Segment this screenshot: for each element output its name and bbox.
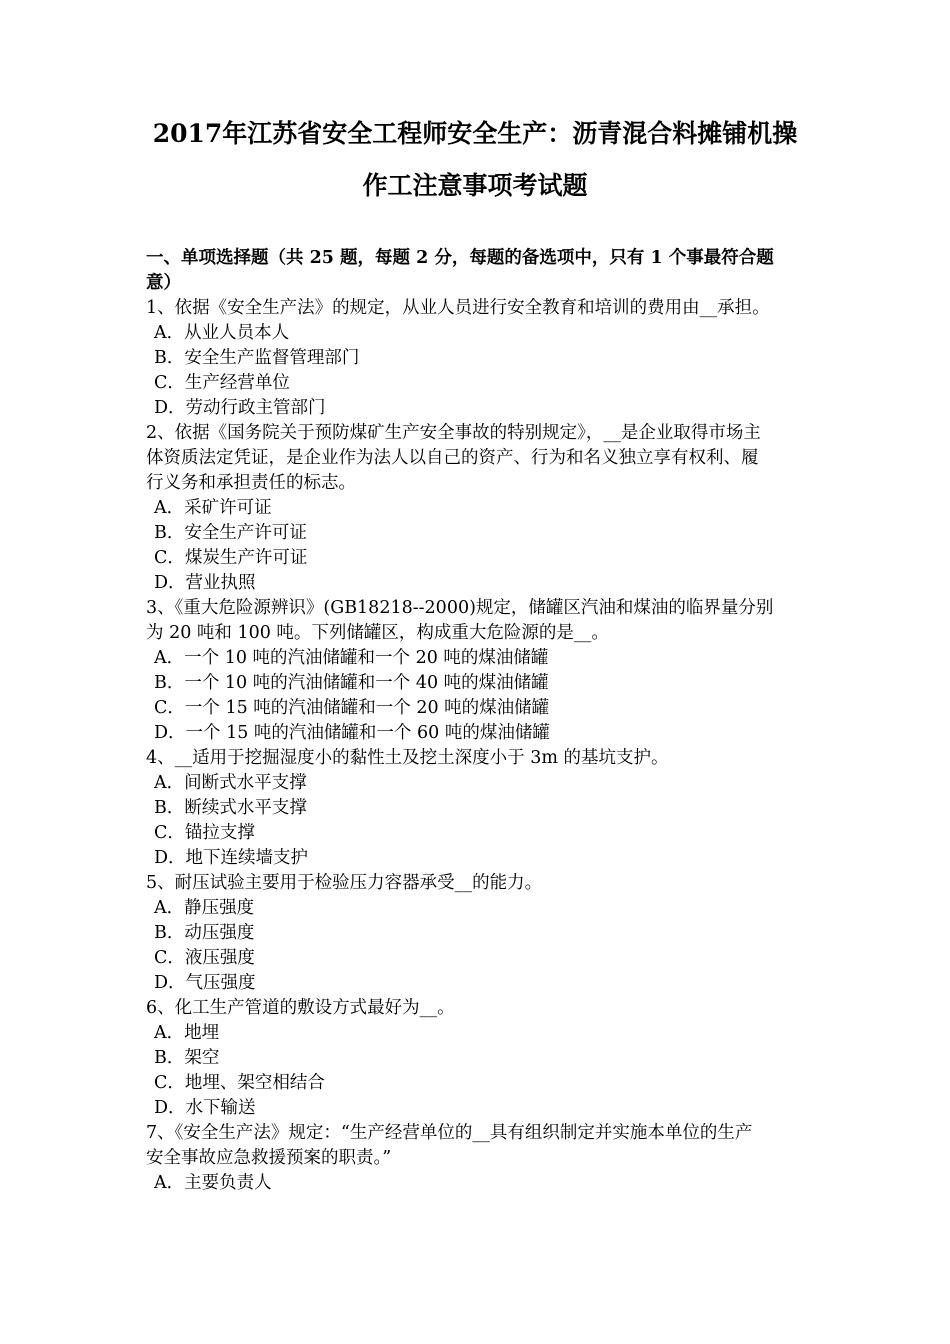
option-b: B．动压强度 <box>154 923 255 943</box>
question-2 <box>146 421 810 596</box>
option-b: B．安全生产监督管理部门 <box>154 348 360 368</box>
option-b: B．架空 <box>154 1048 220 1068</box>
option-c: C．煤炭生产许可证 <box>154 548 308 568</box>
question-6 <box>146 996 810 1121</box>
question-stem-continued: 行义务和承担责任的标志。 <box>146 473 356 493</box>
question-3 <box>146 596 810 746</box>
section-heading-continued: 意） <box>146 273 181 293</box>
document-title-line-1: 2017年江苏省安全工程师安全生产：沥青混合料摊铺机操 <box>152 119 798 148</box>
option-c: C．地埋、架空相结合 <box>154 1073 325 1093</box>
option-a: A．间断式水平支撑 <box>154 773 307 793</box>
question-7 <box>146 1121 810 1196</box>
option-b: B．断续式水平支撑 <box>154 798 307 818</box>
section-heading: 一、单项选择题（共 25 题，每题 2 分，每题的备选项中，只有 1 个事最符合题 <box>146 248 774 268</box>
question-1 <box>146 296 810 421</box>
question-stem: 6、化工生产管道的敷设方式最好为__。 <box>146 998 455 1018</box>
option-a: A．一个 10 吨的汽油储罐和一个 20 吨的煤油储罐 <box>154 648 549 668</box>
question-4 <box>146 746 810 871</box>
option-d: D．一个 15 吨的汽油储罐和一个 60 吨的煤油储罐 <box>154 723 550 743</box>
question-stem: 7、《安全生产法》规定：“生产经营单位的__具有组织制定并实施本单位的生产 <box>146 1123 753 1143</box>
option-c: C．一个 15 吨的汽油储罐和一个 20 吨的煤油储罐 <box>154 698 550 718</box>
option-a: A．地埋 <box>154 1023 220 1043</box>
question-5 <box>146 871 810 996</box>
option-d: D．地下连续墙支护 <box>154 848 309 868</box>
option-b: B．一个 10 吨的汽油储罐和一个 40 吨的煤油储罐 <box>154 673 549 693</box>
option-d: D．劳动行政主管部门 <box>154 398 326 418</box>
question-stem: 4、__适用于挖掘湿度小的黏性土及挖土深度小于 3m 的基坑支护。 <box>146 748 669 768</box>
question-stem-continued: 体资质法定凭证，是企业作为法人以自己的资产、行为和名义独立享有权利、履 <box>146 448 759 468</box>
option-a: A．静压强度 <box>154 898 255 918</box>
option-c: C．锚拉支撑 <box>154 823 255 843</box>
option-a: A．主要负责人 <box>154 1173 272 1193</box>
option-c: C．液压强度 <box>154 948 255 968</box>
question-stem: 2、依据《国务院关于预防煤矿生产安全事故的特别规定》，__是企业取得市场主 <box>146 423 761 443</box>
question-stem: 5、耐压试验主要用于检验压力容器承受__的能力。 <box>146 873 543 893</box>
document-body <box>146 246 810 1196</box>
option-b: B．安全生产许可证 <box>154 523 307 543</box>
option-a: A．从业人员本人 <box>154 323 290 343</box>
document-title-line-2: 作工注意事项考试题 <box>362 171 588 200</box>
option-d: D．水下输送 <box>154 1098 256 1118</box>
question-stem-continued: 安全事故应急救援预案的职责。” <box>146 1148 392 1168</box>
option-c: C．生产经营单位 <box>154 373 290 393</box>
option-a: A．采矿许可证 <box>154 498 272 518</box>
question-stem: 3、《重大危险源辨识》(GB18218--2000)规定，储罐区汽油和煤油的临界量分别 <box>146 598 774 618</box>
question-stem: 1、依据《安全生产法》的规定，从业人员进行安全教育和培训的费用由__承担。 <box>146 298 770 318</box>
question-stem-continued: 为 20 吨和 100 吨。下列储罐区，构成重大危险源的是__。 <box>146 623 609 643</box>
option-d: D．气压强度 <box>154 973 256 993</box>
option-d: D．营业执照 <box>154 573 256 593</box>
